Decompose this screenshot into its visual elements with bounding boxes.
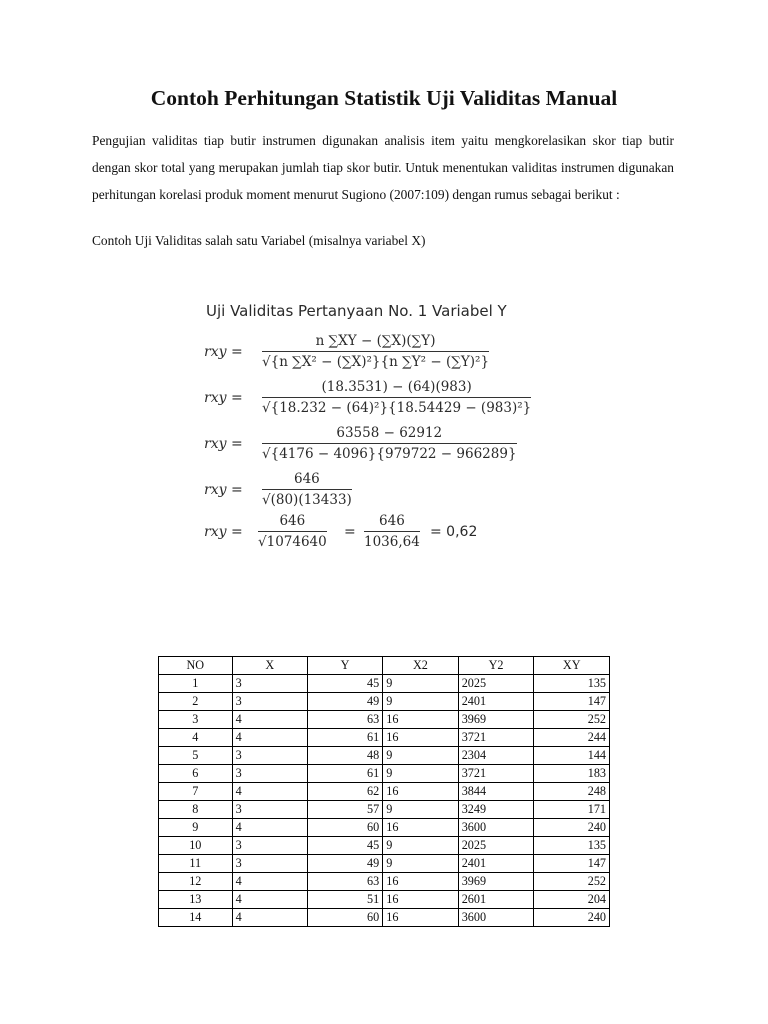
cell-x2: 16 xyxy=(383,909,458,927)
cell-xy: 240 xyxy=(534,909,610,927)
cell-x: 3 xyxy=(232,765,307,783)
formula-denominator: √1074640 xyxy=(258,534,327,550)
table-row xyxy=(159,711,610,729)
cell-no: 5 xyxy=(159,747,233,765)
header-y: Y xyxy=(307,657,382,675)
cell-x: 4 xyxy=(232,729,307,747)
cell-xy: 147 xyxy=(534,693,610,711)
cell-y: 51 xyxy=(307,891,382,909)
intro-paragraph: Pengujian validitas tiap butir instrumen digunakan analisis item yaitu mengkorelasikan skor tiap butir dengan skor total yang merupakan jumlah tiap skor butir. Untuk menentukan validitas instrumen digunakan perhitungan korelasi produk moment menurut Sugiono (2007:109) dengan rumus sebagai berikut : xyxy=(92,133,674,203)
cell-xy: 135 xyxy=(534,837,610,855)
cell-x2: 16 xyxy=(383,873,458,891)
table-row xyxy=(159,891,610,909)
cell-x: 3 xyxy=(232,693,307,711)
cell-no: 2 xyxy=(159,693,233,711)
formula-numerator: n ∑XY − (∑X)(∑Y) xyxy=(315,333,436,349)
cell-y: 63 xyxy=(307,711,382,729)
formula-denominator: √{18.232 − (64)²}{18.54429 − (983)²} xyxy=(262,400,532,416)
table-row xyxy=(159,747,610,765)
cell-x2: 16 xyxy=(383,783,458,801)
cell-y: 61 xyxy=(307,729,382,747)
cell-x: 4 xyxy=(232,909,307,927)
table-row xyxy=(159,855,610,873)
table-row xyxy=(159,909,610,927)
cell-y2: 3721 xyxy=(458,765,534,783)
formula-fraction xyxy=(262,424,517,463)
table-row xyxy=(159,693,610,711)
formula-denominator: √{4176 − 4096}{979722 − 966289} xyxy=(262,446,517,462)
formula-numerator: 63558 − 62912 xyxy=(336,425,443,441)
table-row xyxy=(159,819,610,837)
cell-x2: 9 xyxy=(383,801,458,819)
cell-xy: 248 xyxy=(534,783,610,801)
cell-y: 45 xyxy=(307,675,382,693)
cell-xy: 240 xyxy=(534,819,610,837)
cell-xy: 147 xyxy=(534,855,610,873)
cell-xy: 171 xyxy=(534,801,610,819)
table-row xyxy=(159,837,610,855)
cell-xy: 252 xyxy=(534,873,610,891)
formula-fraction xyxy=(262,470,352,509)
formula-fraction xyxy=(262,378,531,417)
formula-lhs: rxy = xyxy=(204,524,243,540)
table-row xyxy=(159,783,610,801)
formula-numerator: 646 xyxy=(294,471,320,487)
cell-no: 8 xyxy=(159,801,233,819)
cell-y: 49 xyxy=(307,855,382,873)
cell-x: 4 xyxy=(232,873,307,891)
cell-x2: 16 xyxy=(383,711,458,729)
cell-no: 1 xyxy=(159,675,233,693)
cell-x2: 9 xyxy=(383,747,458,765)
formula-numerator: 646 xyxy=(379,513,405,529)
header-x: X xyxy=(232,657,307,675)
cell-xy: 244 xyxy=(534,729,610,747)
cell-x2: 9 xyxy=(383,855,458,873)
formula-lhs: rxy = xyxy=(204,482,243,498)
cell-x: 4 xyxy=(232,819,307,837)
cell-y: 60 xyxy=(307,819,382,837)
cell-x: 4 xyxy=(232,891,307,909)
table-row xyxy=(159,729,610,747)
cell-y2: 3249 xyxy=(458,801,534,819)
cell-y: 62 xyxy=(307,783,382,801)
cell-no: 6 xyxy=(159,765,233,783)
cell-y2: 3600 xyxy=(458,909,534,927)
cell-x: 3 xyxy=(232,837,307,855)
cell-y2: 2025 xyxy=(458,675,534,693)
cell-x2: 16 xyxy=(383,819,458,837)
validity-data-table xyxy=(158,656,610,927)
formula-denominator: √(80)(13433) xyxy=(262,492,352,508)
cell-x: 4 xyxy=(232,783,307,801)
cell-no: 12 xyxy=(159,873,233,891)
cell-no: 10 xyxy=(159,837,233,855)
cell-x2: 9 xyxy=(383,693,458,711)
cell-y: 49 xyxy=(307,693,382,711)
formula-row xyxy=(204,332,564,372)
cell-y2: 2025 xyxy=(458,837,534,855)
document-title: Contoh Perhitungan Statistik Uji Validitas Manual xyxy=(150,86,618,110)
cell-y: 57 xyxy=(307,801,382,819)
cell-xy: 204 xyxy=(534,891,610,909)
formula-row-final xyxy=(204,512,564,552)
formula-row xyxy=(204,424,564,464)
header-x2: X2 xyxy=(383,657,458,675)
cell-no: 4 xyxy=(159,729,233,747)
cell-y: 45 xyxy=(307,837,382,855)
formula-fraction xyxy=(258,512,327,551)
cell-x2: 16 xyxy=(383,729,458,747)
cell-x: 3 xyxy=(232,855,307,873)
cell-no: 9 xyxy=(159,819,233,837)
table-header-row xyxy=(159,657,610,675)
cell-y: 60 xyxy=(307,909,382,927)
cell-y: 48 xyxy=(307,747,382,765)
formula-image xyxy=(200,296,570,558)
cell-no: 3 xyxy=(159,711,233,729)
cell-y: 63 xyxy=(307,873,382,891)
table-row xyxy=(159,801,610,819)
cell-x: 3 xyxy=(232,675,307,693)
cell-no: 13 xyxy=(159,891,233,909)
example-subline: Contoh Uji Validitas salah satu Variabel (misalnya variabel X) xyxy=(92,233,426,248)
cell-y2: 3969 xyxy=(458,873,534,891)
cell-y2: 2304 xyxy=(458,747,534,765)
formula-row xyxy=(204,378,564,418)
cell-x: 3 xyxy=(232,801,307,819)
cell-y2: 3969 xyxy=(458,711,534,729)
header-y2: Y2 xyxy=(458,657,534,675)
formula-lhs: rxy = xyxy=(204,344,243,360)
table-row xyxy=(159,873,610,891)
formula-fraction xyxy=(364,512,420,551)
cell-y2: 3844 xyxy=(458,783,534,801)
formula-lhs: rxy = xyxy=(204,390,243,406)
cell-xy: 183 xyxy=(534,765,610,783)
header-no: NO xyxy=(159,657,233,675)
cell-x2: 16 xyxy=(383,891,458,909)
formula-lhs: rxy = xyxy=(204,436,243,452)
cell-y: 61 xyxy=(307,765,382,783)
cell-no: 14 xyxy=(159,909,233,927)
cell-y2: 2401 xyxy=(458,855,534,873)
cell-no: 7 xyxy=(159,783,233,801)
formula-row xyxy=(204,470,564,510)
cell-x2: 9 xyxy=(383,837,458,855)
cell-y2: 2401 xyxy=(458,693,534,711)
cell-y2: 3600 xyxy=(458,819,534,837)
formula-denominator: 1036,64 xyxy=(364,534,420,550)
formula-numerator: (18.3531) − (64)(983) xyxy=(321,379,472,395)
formula-fraction xyxy=(262,332,489,371)
cell-xy: 135 xyxy=(534,675,610,693)
cell-x: 4 xyxy=(232,711,307,729)
cell-xy: 252 xyxy=(534,711,610,729)
table-row xyxy=(159,765,610,783)
cell-x: 3 xyxy=(232,747,307,765)
formula-result: = 0,62 xyxy=(430,524,478,540)
cell-no: 11 xyxy=(159,855,233,873)
table-row xyxy=(159,675,610,693)
header-xy: XY xyxy=(534,657,610,675)
formula-numerator: 646 xyxy=(279,513,306,529)
cell-x2: 9 xyxy=(383,675,458,693)
cell-y2: 3721 xyxy=(458,729,534,747)
formula-denominator: √{n ∑X² − (∑X)²}{n ∑Y² − (∑Y)²} xyxy=(262,354,490,370)
cell-x2: 9 xyxy=(383,765,458,783)
formula-heading: Uji Validitas Pertanyaan No. 1 Variabel Y xyxy=(206,302,507,320)
cell-xy: 144 xyxy=(534,747,610,765)
formula-equals: = xyxy=(344,524,356,540)
cell-y2: 2601 xyxy=(458,891,534,909)
